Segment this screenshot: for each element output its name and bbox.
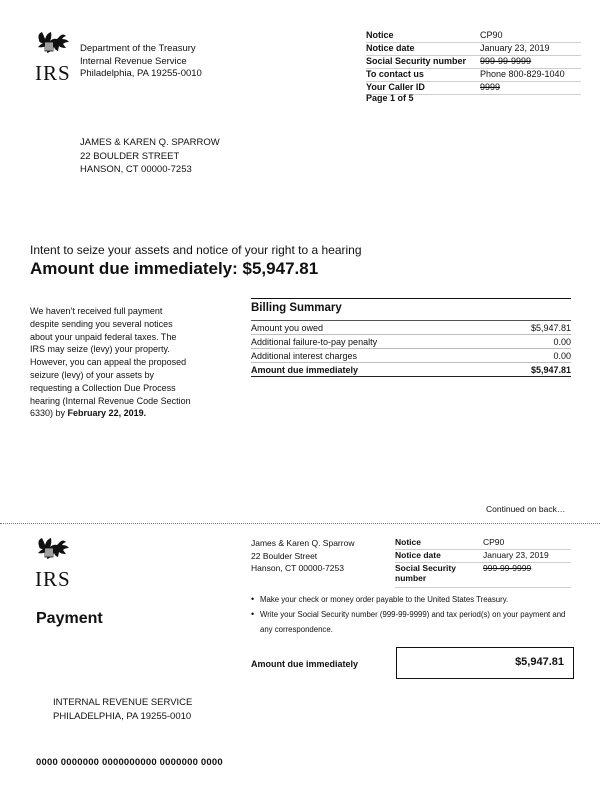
notice-info-row: [366, 69, 581, 82]
billing-row-label: Amount you owed: [251, 321, 494, 335]
billing-row: [251, 335, 571, 349]
agency-line: Philadelphia, PA 19255-0010: [80, 68, 202, 79]
stub-amount-label: Amount due immediately: [251, 659, 359, 669]
irs-logo-text: IRS: [35, 567, 71, 591]
instruction-item: • Make your check or money order payable to the United States Treasury.: [251, 592, 571, 607]
body-text-line: about your unpaid federal taxes. The: [30, 331, 177, 342]
deadline-date: February 22, 2019.: [67, 408, 147, 419]
notice-info-row: [366, 30, 581, 43]
instruction-item: • Write your Social Security number (999-99-9999) and tax period(s) on your payment and any correspondence.: [251, 607, 571, 637]
agency-line: Department of the Treasury: [80, 43, 196, 54]
billing-row-label: Additional interest charges: [251, 349, 494, 363]
body-text-line: seizure (levy) of your assets by: [30, 369, 155, 380]
notice-info-row: [395, 550, 571, 563]
notice-info-value: Phone 800-829-1040: [480, 69, 581, 82]
notice-info-value: January 23, 2019: [483, 550, 571, 563]
billing-summary-title: Billing Summary: [251, 302, 342, 314]
scan-line: 0000 0000000 0000000000 0000000 0000: [36, 757, 223, 768]
agency-address: [80, 43, 202, 81]
body-text-prefix: 6330) by: [30, 408, 66, 419]
notice-info-value: 999-99-9999: [480, 56, 581, 69]
recipient-line: JAMES & KAREN Q. SPARROW: [80, 137, 220, 148]
billing-row: [251, 349, 571, 363]
recipient-line: 22 BOULDER STREET: [80, 150, 180, 162]
body-text-line: However, you can appeal the proposed: [30, 357, 187, 368]
notice-info-label: Notice: [366, 30, 480, 43]
page-indicator: Page 1 of 5: [366, 93, 414, 103]
payment-instructions: [251, 592, 571, 637]
stub-notice-info-table: [395, 537, 571, 588]
body-text-line: hearing (Internal Revenue Code Section: [30, 395, 191, 406]
mail-to-line: PHILADELPHIA, PA 19255-0010: [53, 710, 192, 722]
payer-line: Hanson, CT 00000-7253: [251, 563, 344, 573]
payer-line: 22 Boulder Street: [251, 550, 318, 561]
stub-irs-logo: [35, 536, 75, 592]
notice-info-value: CP90: [480, 30, 581, 43]
billing-total-row: [251, 363, 571, 377]
payer-line: James & Karen Q. Sparrow: [251, 538, 355, 548]
eagle-icon: [35, 30, 73, 58]
billing-row-label: Additional failure-to-pay penalty: [251, 335, 494, 349]
body-text-line: requesting a Collection Due Process: [30, 382, 176, 393]
billing-summary-table: [251, 321, 571, 377]
recipient-line: HANSON, CT 00000-7253: [80, 164, 192, 175]
notice-info-value: 9999: [480, 82, 581, 95]
billing-row-amount: $5,947.81: [494, 321, 571, 335]
payment-title: Payment: [36, 610, 103, 627]
billing-summary: [251, 298, 571, 377]
notice-info-label: Social Security number: [395, 563, 483, 588]
continued-note: Continued on back…: [486, 504, 566, 514]
eagle-icon: [35, 536, 73, 564]
notice-info-label: Notice date: [395, 550, 483, 563]
mail-to-address: [53, 696, 192, 723]
amount-due-box[interactable]: [396, 647, 574, 679]
body-text: [30, 305, 230, 420]
irs-logo: [35, 30, 75, 86]
body-text-line: We haven’t received full payment: [30, 306, 163, 316]
amount-due-value: $5,947.81: [515, 656, 564, 668]
body-text-line: [30, 407, 230, 420]
notice-info-value: January 23, 2019: [480, 43, 581, 56]
notice-info-value: 999-99-9999: [483, 563, 571, 588]
notice-info-label: Social Security number: [366, 56, 480, 69]
mail-to-line: INTERNAL REVENUE SERVICE: [53, 697, 193, 708]
billing-row: [251, 321, 571, 335]
recipient-address: [80, 136, 220, 177]
perforation-line: [0, 523, 600, 524]
billing-row-label: Amount due immediately: [251, 363, 494, 377]
irs-logo-text: IRS: [35, 61, 71, 85]
billing-row-amount: $5,947.81: [494, 363, 571, 377]
notice-info-table: [366, 30, 581, 95]
agency-line: Internal Revenue Service: [80, 55, 187, 67]
notice-info-row: [366, 43, 581, 56]
notice-info-row: [395, 563, 571, 588]
notice-info-value: CP90: [483, 537, 571, 550]
notice-info-row: [366, 56, 581, 69]
body-text-line: despite sending you several notices: [30, 318, 173, 329]
notice-info-row: [395, 537, 571, 550]
intent-line: Intent to seize your assets and notice of your right to a hearing: [30, 243, 362, 257]
billing-row-amount: 0.00: [494, 349, 571, 363]
payer-address: [251, 537, 354, 575]
notice-info-label: Your Caller ID: [366, 82, 480, 95]
notice-info-label: Notice: [395, 537, 483, 550]
notice-info-label: To contact us: [366, 69, 480, 82]
billing-row-amount: 0.00: [494, 335, 571, 349]
amount-headline: Amount due immediately: $5,947.81: [30, 259, 319, 278]
notice-info-label: Notice date: [366, 43, 480, 56]
body-text-line: IRS may seize (levy) your property.: [30, 344, 170, 355]
